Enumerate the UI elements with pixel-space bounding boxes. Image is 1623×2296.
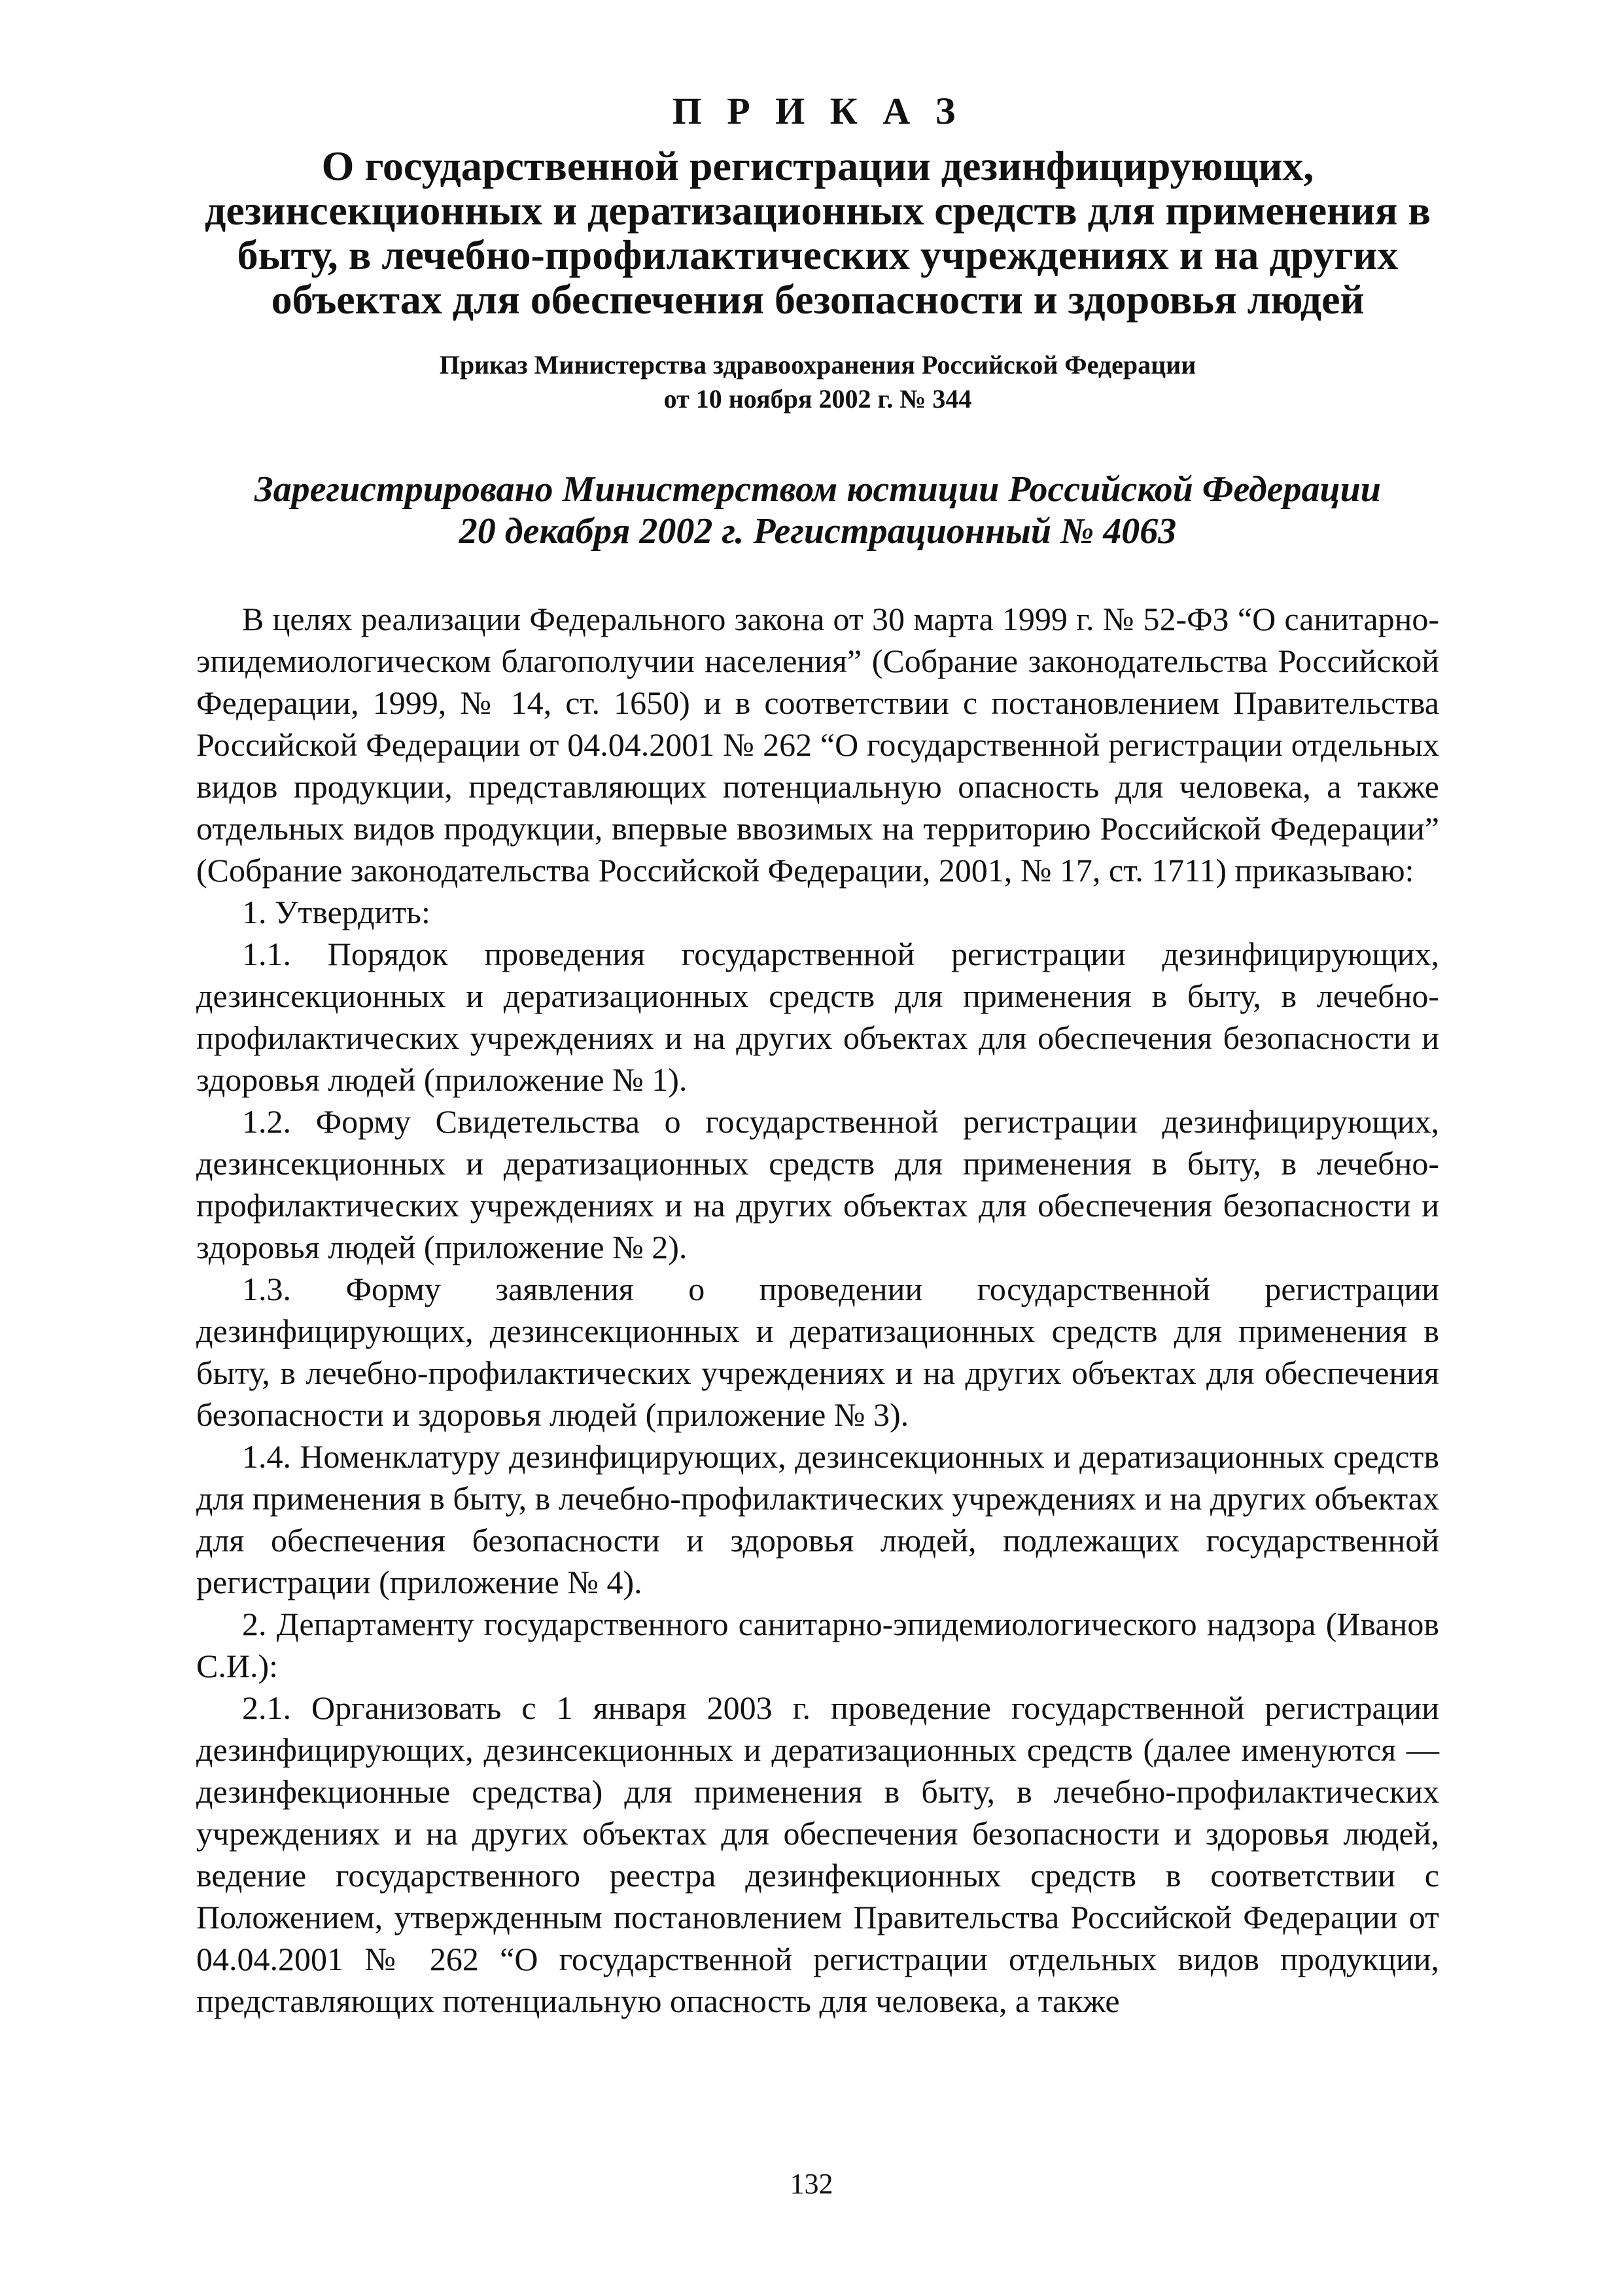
document-page (196, 85, 1439, 2022)
document-title: О государственной регистрации дезинфицирующих, дезинсекционных и дератизационных средств для применения в быту, в лечебно-профилактических учреждениях и на других объектах для обеспечения безопасности и здоровья людей (204, 143, 1431, 323)
body-paragraph-item-2-1: 2.1. Организовать с 1 января 2003 г. проведение государственной регистрации дезинфицирующих, дезинсекционных и дератизационных средств (далее именуются — дезинфекционные средства) для применения в быту, в лечебно-профилактических учреждениях и на других объектах для обеспечения безопасности и здоровья людей, ведение государственного реестра дезинфекционных средств в соответствии с Положением, утвержденным постановлением Правительства Российской Федерации от 04.04.2001 № 262 “О государственной регистрации отдельных видов продукции, представляющих потенциальную опасность для человека, а также (196, 1689, 1439, 2019)
issuer-line-ministry: Приказ Министерства здравоохранения Российской Федерации (439, 350, 1196, 380)
body-paragraph-item-2: 2. Департаменту государственного санитарно-эпидемиологического надзора (Иванов С.И.): (196, 1606, 1439, 1684)
body-paragraph-item-1-2: 1.2. Форму Свидетельства о государственной регистрации дезинфицирующих, дезинсекционных и дератизационных средств для применения в быту, в лечебно-профилактических учреждениях и на других объектах для обеспечения безопасности и здоровья людей (приложение № 2). (196, 1103, 1439, 1265)
body-paragraph-item-1-4: 1.4. Номенклатуру дезинфицирующих, дезинсекционных и дератизационных средств для применения в быту, в лечебно-профилактических учреждениях и на других объектах для обеспечения безопасности и здоровья людей, подлежащих государственной регистрации (приложение № 4). (196, 1438, 1439, 1600)
document-type: П Р И К А З (672, 90, 964, 132)
body-paragraph-item-1-3: 1.3. Форму заявления о проведении государственной регистрации дезинфицирующих, дезинсекционных и дератизационных средств для применения в быту, в лечебно-профилактических учреждениях и на других объектах для обеспечения безопасности и здоровья людей (приложение № 3). (196, 1271, 1439, 1433)
body-paragraph-item-1: 1. Утвердить: (242, 894, 430, 930)
registration-line-number: 20 декабря 2002 г. Регистрационный № 4063 (459, 511, 1177, 552)
registration-line-ministry: Зарегистрировано Министерством юстиции Российской Федерации (254, 469, 1381, 510)
body-paragraph-item-1-1: 1.1. Порядок проведения государственной регистрации дезинфицирующих, дезинсекционных и дератизационных средств для применения в быту, в лечебно-профилактических учреждениях и на других объектах для обеспечения безопасности и здоровья людей (приложение № 1). (196, 936, 1439, 1098)
body-paragraph-preamble: В целях реализации Федерального закона от 30 марта 1999 г. № 52-ФЗ “О санитарно-эпидемиологическом благополучии населения” (Собрание законодательства Российской Федерации, 1999, № 14, ст. 1650) и в соответствии с постановлением Правительства Российской Федерации от 04.04.2001 № 262 “О государственной регистрации отдельных видов продукции, представляющих потенциальную опасность для человека, а также отдельных видов продукции, впервые ввозимых на территорию Российской Федерации” (Собрание законодательства Российской Федерации, 2001, № 17, ст. 1711) приказываю: (196, 601, 1439, 889)
issuer-block (196, 348, 1439, 416)
page-number: 132 (790, 2168, 833, 2200)
issuer-line-date: от 10 ноября 2002 г. № 344 (663, 384, 972, 414)
registration-block (196, 468, 1439, 552)
document-body (196, 598, 1439, 2022)
